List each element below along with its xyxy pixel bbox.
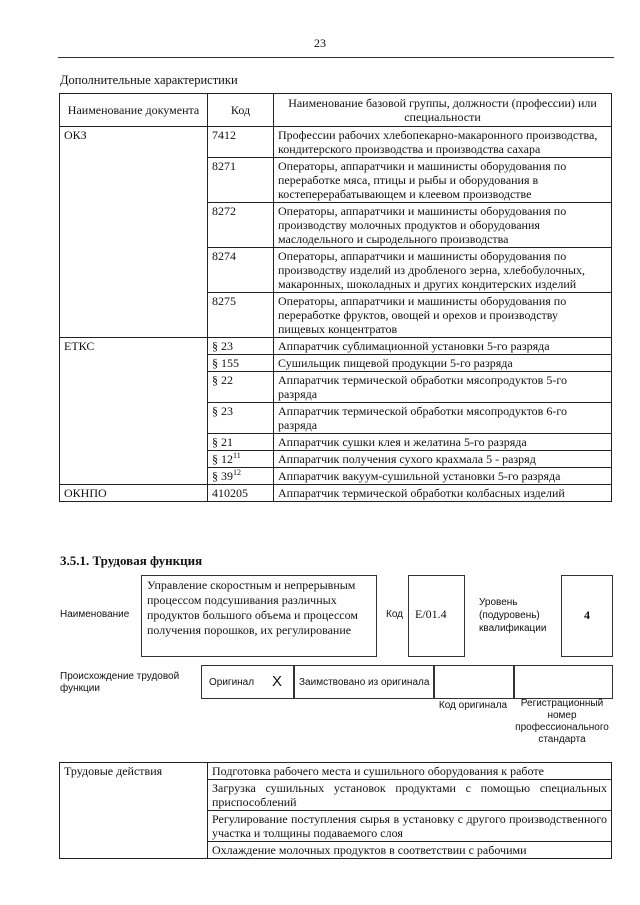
cell-document: ОКНПО <box>60 485 208 502</box>
labor-action-text: Загрузка сушильных установок продуктами с помощью специальных приспособлений <box>208 780 612 811</box>
cell-code <box>208 451 274 468</box>
name-label: Наименование <box>60 609 130 620</box>
cell-code <box>208 248 274 293</box>
cell-code <box>208 158 274 203</box>
code-label: Код <box>386 609 404 620</box>
labor-actions-table <box>59 762 612 859</box>
table-row <box>60 372 612 403</box>
cell-document <box>60 248 208 293</box>
code-text: 8274 <box>212 249 236 263</box>
cell-name: Аппаратчик сублимационной установки 5-го разряда <box>274 338 612 355</box>
table-row <box>60 355 612 372</box>
footnote-ref: 11 <box>233 451 241 460</box>
origin-label: Происхождение трудовой функции <box>60 671 180 694</box>
cell-document <box>60 372 208 403</box>
header-code: Код <box>208 94 274 127</box>
cell-name: Операторы, аппаратчики и машинисты оборудования по переработке мяса, птицы и рыбы и оборудования в костеперерабатывающем и клеевом производстве <box>274 158 612 203</box>
cell-code <box>208 468 274 485</box>
code-text: § 155 <box>212 356 239 370</box>
original-label: Оригинал <box>209 677 255 688</box>
original-code-caption: Код оригинала <box>438 700 508 711</box>
table-row <box>60 403 612 434</box>
table-row <box>60 203 612 248</box>
cell-document: ОКЗ <box>60 127 208 158</box>
table-row <box>60 248 612 293</box>
table-row <box>60 158 612 203</box>
registration-number-caption: Регистрационный номер профессионального стандарта <box>515 698 609 745</box>
level-box <box>561 575 613 657</box>
table-row <box>60 485 612 502</box>
additional-characteristics-table <box>59 93 612 502</box>
code-text: 410205 <box>212 486 248 500</box>
function-code-box <box>408 575 465 657</box>
code-text: 8272 <box>212 204 236 218</box>
cell-name: Операторы, аппаратчики и машинисты оборудования по переработке фруктов, овощей и орехов и производству пищевых концентратов <box>274 293 612 338</box>
cell-code <box>208 403 274 434</box>
original-code-box <box>433 665 515 699</box>
cell-name: Операторы, аппаратчики и машинисты оборудования по производству молочных продуктов и оборудования маслодельного и сыродельного производства <box>274 203 612 248</box>
cell-code <box>208 355 274 372</box>
cell-document <box>60 468 208 485</box>
code-text: 7412 <box>212 128 236 142</box>
code-text: § 39 <box>212 469 233 483</box>
cell-code <box>208 293 274 338</box>
header-document: Наименование документа <box>60 94 208 127</box>
table-row <box>60 338 612 355</box>
cell-document <box>60 451 208 468</box>
registration-number-box <box>513 665 613 699</box>
labor-actions-label: Трудовые действия <box>60 763 208 859</box>
code-text: § 23 <box>212 404 233 418</box>
cell-code <box>208 338 274 355</box>
cell-code <box>208 372 274 403</box>
cell-document <box>60 293 208 338</box>
cell-name: Аппаратчик вакуум-сушильной установки 5-го разряда <box>274 468 612 485</box>
original-mark: X <box>272 673 283 690</box>
cell-name: Сушильщик пищевой продукции 5-го разряда <box>274 355 612 372</box>
function-code-value: E/01.4 <box>415 607 447 621</box>
table-row <box>60 434 612 451</box>
code-text: § 21 <box>212 435 233 449</box>
header-rule <box>58 57 614 58</box>
code-text: § 12 <box>212 452 233 466</box>
additional-characteristics-title: Дополнительные характеристики <box>60 73 238 87</box>
cell-document <box>60 403 208 434</box>
table-header-row <box>60 94 612 127</box>
level-value: 4 <box>584 608 590 622</box>
table-row <box>60 451 612 468</box>
cell-name: Профессии рабочих хлебопекарно-макаронного производства, кондитерского производства и производства сахара <box>274 127 612 158</box>
cell-name: Аппаратчик получения сухого крахмала 5 - разряд <box>274 451 612 468</box>
cell-name: Аппаратчик термической обработки колбасных изделий <box>274 485 612 502</box>
cell-code <box>208 434 274 451</box>
borrowed-label: Заимствовано из оригинала <box>299 677 430 688</box>
cell-code <box>208 203 274 248</box>
list-item <box>60 763 612 780</box>
level-label: Уровень (подуровень) квалификации <box>479 597 547 634</box>
cell-document <box>60 355 208 372</box>
cell-name: Аппаратчик термической обработки мясопродуктов 5-го разряда <box>274 372 612 403</box>
cell-code <box>208 485 274 502</box>
cell-code <box>208 127 274 158</box>
code-text: § 23 <box>212 339 233 353</box>
function-name-box <box>141 575 377 657</box>
table-row <box>60 468 612 485</box>
cell-name: Аппаратчик термической обработки мясопродуктов 6-го разряда <box>274 403 612 434</box>
code-text: 8275 <box>212 294 236 308</box>
cell-name: Операторы, аппаратчики и машинисты оборудования по производству изделий из дробленого зерна, хлебобулочных, макаронных, шоколадных и других кондитерских изделий <box>274 248 612 293</box>
page-number: 23 <box>314 36 326 50</box>
labor-action-text: Охлаждение молочных продуктов в соответствии с рабочими <box>208 842 612 859</box>
table-row <box>60 293 612 338</box>
code-text: 8271 <box>212 159 236 173</box>
cell-document <box>60 434 208 451</box>
table-row <box>60 127 612 158</box>
cell-document <box>60 158 208 203</box>
labor-action-text: Подготовка рабочего места и сушильного оборудования к работе <box>208 763 612 780</box>
labor-action-text: Регулирование поступления сырья в установку с другого производственного участка и толщины подаваемого слоя <box>208 811 612 842</box>
cell-name: Аппаратчик сушки клея и желатина 5-го разряда <box>274 434 612 451</box>
cell-document <box>60 203 208 248</box>
code-text: § 22 <box>212 373 233 387</box>
footnote-ref: 12 <box>233 468 241 477</box>
cell-document: ЕТКС <box>60 338 208 355</box>
function-name-value: Управление скоростным и непрерывным процессом подсушивания различных продуктов большого объема и процессом получения порошков, их регулирование <box>147 578 358 637</box>
header-name: Наименование базовой группы, должности (профессии) или специальности <box>274 94 612 127</box>
section-title: 3.5.1. Трудовая функция <box>60 553 203 568</box>
